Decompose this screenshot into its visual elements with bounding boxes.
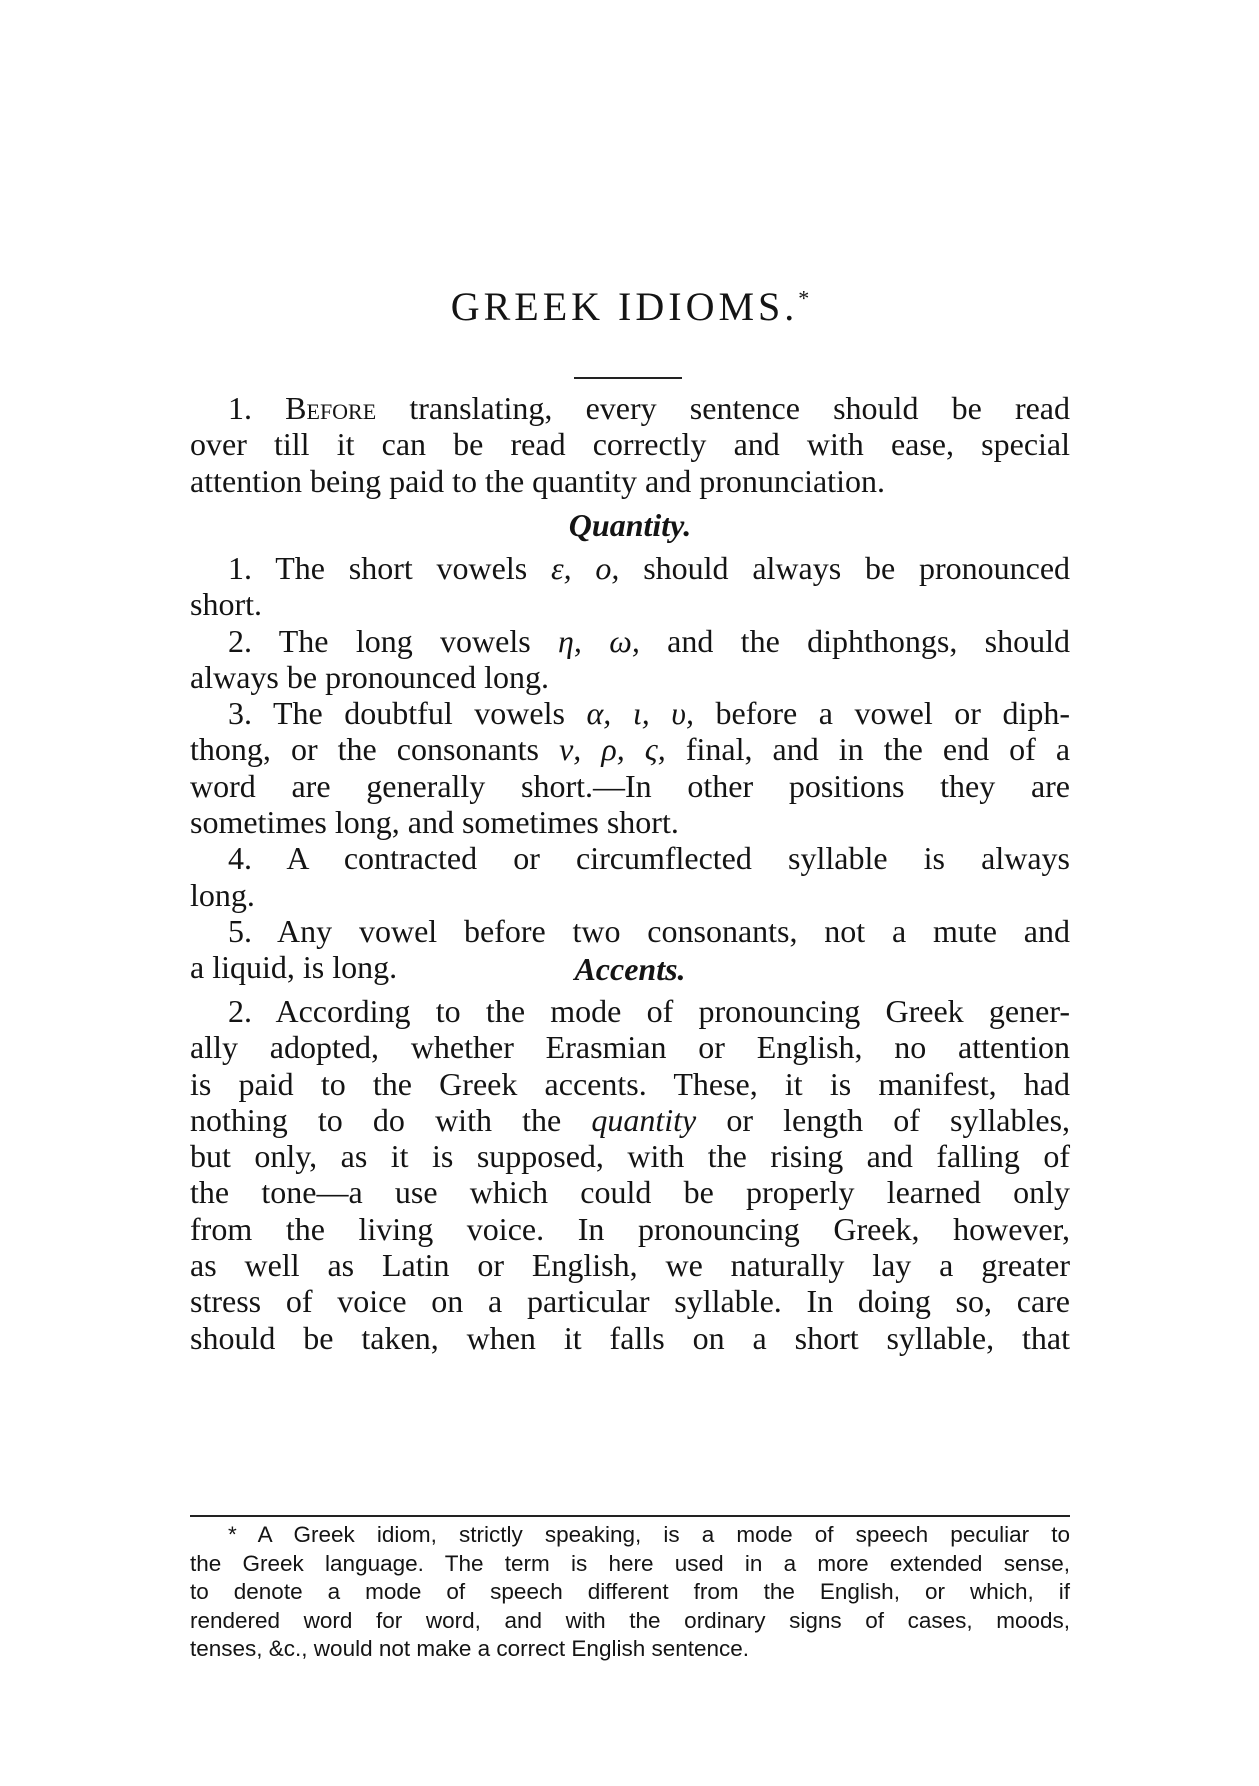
rule-2-line-1: 2. The long vowels η, ω, and the diphthongs, should <box>228 622 1071 659</box>
quantity-rules <box>190 550 1070 986</box>
footnote-rule <box>190 1515 1070 1517</box>
footnote <box>190 1521 1070 1664</box>
accents-line-3: is paid to the Greek accents. These, it is manifest, had <box>190 1065 1070 1102</box>
rule-3-line-1: 3. The doubtful vowels α, ι, υ, before a vowel or diph- <box>228 695 1071 732</box>
footnote-line-3: to denote a mode of speech different from the English, or which, if <box>190 1579 1070 1604</box>
footnote-line-1: * A Greek idiom, strictly speaking, is a mode of speech peculiar to <box>228 1522 1070 1547</box>
intro-line-2: over till it can be read correctly and with ease, special <box>190 426 1070 463</box>
footnote-line-5: tenses, &c., would not make a correct English sentence. <box>190 1636 750 1661</box>
accents-line-7: from the living voice. In pronouncing Greek, however, <box>190 1210 1070 1247</box>
rule-2-line-2: always be pronounced long. <box>190 658 550 695</box>
rule-5-line-1: 5. Any vowel before two consonants, not a mute and <box>228 912 1070 949</box>
accents-line-9: stress of voice on a particular syllable. In doing so, care <box>190 1283 1070 1320</box>
rule-4-line-1: 4. A contracted or circumflected syllable is always <box>228 840 1070 877</box>
footnote-line-2: the Greek language. The term is here used in a more extended sense, <box>190 1550 1070 1576</box>
rule-1-line-2: short. <box>190 586 262 623</box>
accents-line-4: nothing to do with the quantity or length of syllables, <box>190 1101 1071 1138</box>
rule-1-line-1: 1. The short vowels ε, ο, should always be pronounced <box>228 550 1071 586</box>
rule-3-line-2: thong, or the consonants ν, ρ, ς, final, and in the end of a <box>190 731 1071 768</box>
intro-paragraph <box>190 390 1070 499</box>
rule-4-line-2: long. <box>190 876 255 913</box>
intro-line-3: attention being paid to the quantity and pronunciation. <box>190 462 885 499</box>
rule-3-line-3: word are generally short.—In other positions they are <box>190 767 1070 804</box>
accents-line-2: ally adopted, whether Erasmian or English, no attention <box>190 1029 1070 1066</box>
page-title <box>190 283 1070 330</box>
footnote-line-4: rendered word for word, and with the ordinary signs of cases, moods, <box>190 1607 1070 1633</box>
accents-heading: Accents. <box>574 951 686 987</box>
accents-line-10: should be taken, when it falls on a short syllable, that <box>190 1319 1070 1356</box>
accents-line-8: as well as Latin or English, we naturally lay a greater <box>190 1247 1070 1284</box>
accents-line-6: the tone—a use which could be properly learned only <box>190 1174 1070 1211</box>
title-rule <box>574 377 682 379</box>
accents-line-5: but only, as it is supposed, with the rising and falling of <box>190 1138 1070 1175</box>
rule-3-line-4: sometimes long, and sometimes short. <box>190 804 679 841</box>
rule-5-line-2: a liquid, is long. <box>190 949 398 986</box>
accents-paragraph <box>190 993 1070 1356</box>
accents-line-1: 2. According to the mode of pronouncing Greek gener- <box>228 993 1070 1029</box>
quantity-heading: Quantity. <box>568 507 692 543</box>
footnote-marker: * <box>798 285 810 311</box>
intro-line-1: 1. Before translating, every sentence should be read <box>228 390 1071 426</box>
book-page <box>190 0 1070 1786</box>
title-text: GREEK IDIOMS. <box>450 284 799 329</box>
